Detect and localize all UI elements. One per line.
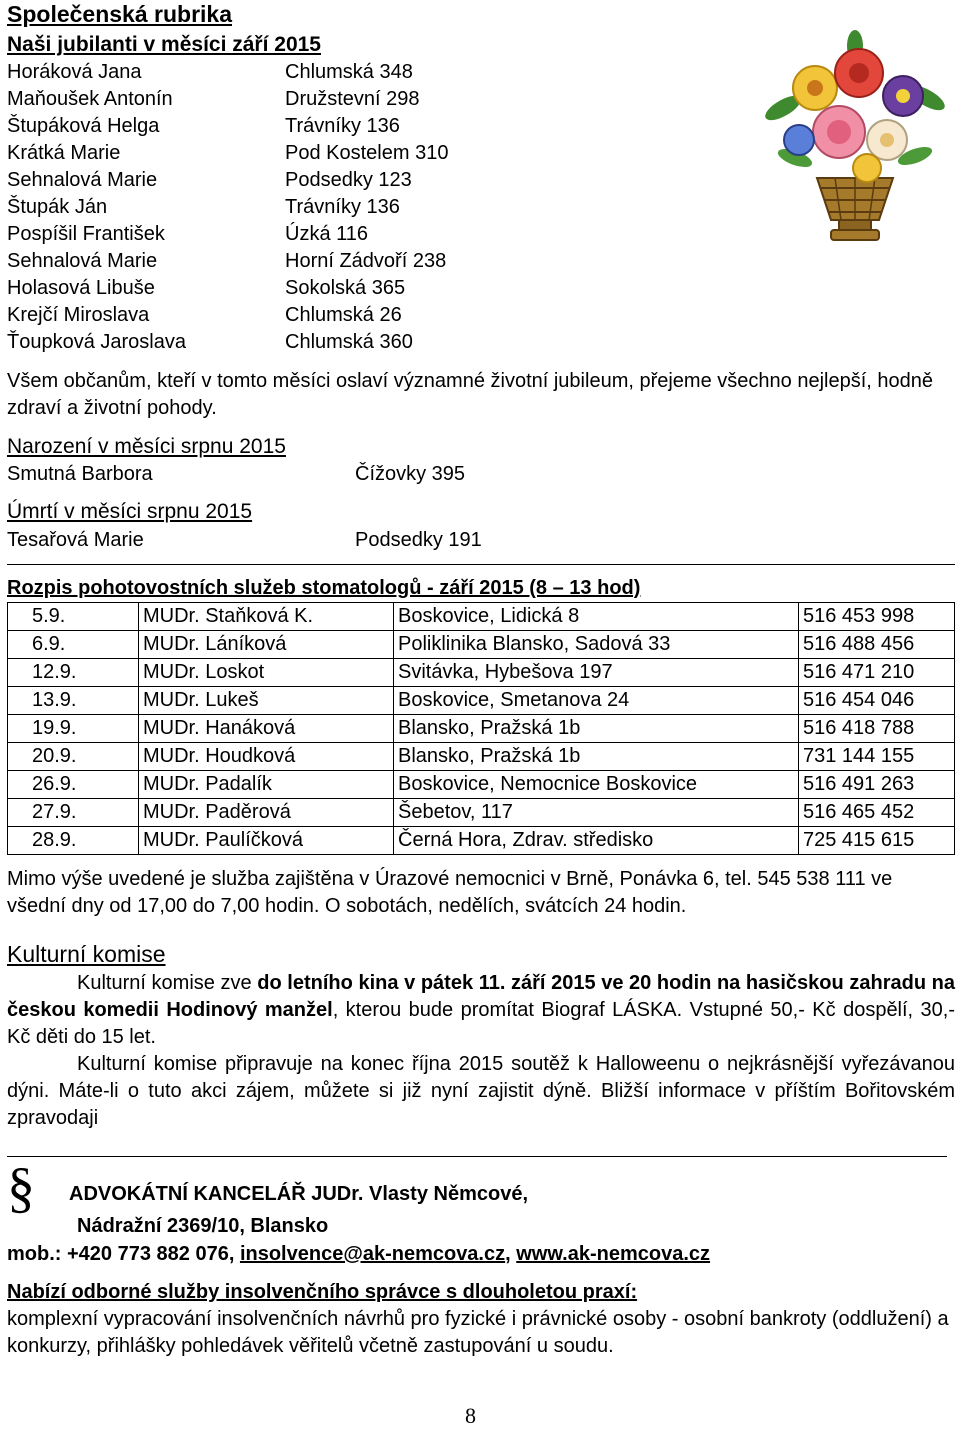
phone-cell: 516 454 046 [799,687,955,715]
section-heading: Společenská rubrika [7,1,232,27]
place-cell: Boskovice, Smetanova 24 [394,687,799,715]
doctor-cell: MUDr. Lukeš [139,687,394,715]
page-number: 8 [465,1403,476,1428]
date-cell: 6.9. [8,631,139,659]
culture-paragraph-1 [7,970,955,1051]
jubilant-address: Pod Kostelem 310 [285,142,449,164]
place-cell: Boskovice, Lidická 8 [394,603,799,631]
emergency-note: Mimo výše uvedené je služba zajištěna v Úrazové nemocnici v Brně, Ponávka 6, tel. 545 538 111 ve všední dny od 17,00 do 7,00 hodin. O sobotách, nedělích, svátcích 24 hodin. [7,868,893,917]
jubilant-address: Chlumská 360 [285,331,413,353]
jubilant-address: Trávníky 136 [285,115,400,137]
jubilant-name: Štupáková Helga [7,115,160,137]
culture-paragraph-2: Kulturní komise připravuje na konec října 2015 soutěž k Halloweenu o nejkrásnější vyřezávanou dýni. Máte-li o tuto akci zájem, můžete si již nyní zajistit dýně. Bližší informace v příštím Bořitovském zpravodaji [7,1053,955,1129]
place-cell: Poliklinika Blansko, Sadová 33 [394,631,799,659]
births-title-text: Narození v měsíci srpnu 2015 [7,435,286,458]
ad-address: Nádražní 2369/10, Blansko [77,1215,329,1237]
date-cell: 19.9. [8,715,139,743]
ad-divider [7,1156,947,1157]
ad-mobile: mob.: +420 773 882 076, [7,1243,240,1265]
culture-p1-rest: , kterou bude promítat Biograf LÁSKA. Vstupné 50,- Kč dospělí, 30,- Kč děti do 15 let. [7,999,956,1048]
date-cell: 27.9. [8,799,139,827]
table-row [8,659,955,687]
ad-offer-text: komplexní vypracování insolvenčních návrhů pro fyzické i právnické osoby - osobní bankroty (oddlužení) a konkurzy, přihlášky pohledávek věřitelů včetně zastupování u soudu. [7,1308,949,1357]
deaths-title [7,498,252,525]
doctor-cell: MUDr. Staňková K. [139,603,394,631]
place-cell: Černá Hora, Zdrav. středisko [394,827,799,855]
table-row [8,743,955,771]
phone-cell: 516 453 998 [799,603,955,631]
birth-name: Smutná Barbora [7,463,153,485]
jubilant-name: Maňoušek Antonín [7,88,173,110]
date-cell: 26.9. [8,771,139,799]
place-cell: Boskovice, Nemocnice Boskovice [394,771,799,799]
doctor-cell: MUDr. Paulíčková [139,827,394,855]
phone-cell: 516 418 788 [799,715,955,743]
phone-cell: 516 465 452 [799,799,955,827]
ad-separator: , [505,1243,517,1265]
culture-title [7,940,166,968]
phone-cell: 731 144 155 [799,743,955,771]
ad-contact-line [7,1241,710,1268]
table-row [8,799,955,827]
phone-cell: 516 488 456 [799,631,955,659]
jubilant-address: Chlumská 26 [285,304,402,326]
doctor-cell: MUDr. Padalík [139,771,394,799]
culture-p1-intro: Kulturní komise zve [77,972,258,994]
jubilant-address: Trávníky 136 [285,196,400,218]
jubilant-address: Chlumská 348 [285,61,413,83]
place-cell: Šebetov, 117 [394,799,799,827]
place-cell: Blansko, Pražská 1b [394,743,799,771]
ad-office-name: ADVOKÁTNÍ KANCELÁŘ JUDr. Vlasty Němcové, [69,1183,528,1205]
jubilant-name: Krejčí Miroslava [7,304,150,326]
flower-basket-illustration [755,28,955,248]
jubilants-title: Naši jubilanti v měsíci září 2015 [7,33,321,56]
ad-offer-title: Nabízí odborné služby insolvenčního správce s dlouholetou praxí: [7,1281,638,1303]
jubilant-address: Horní Zádvoří 238 [285,250,447,272]
basket-icon [817,178,893,240]
deaths-title-text: Úmrtí v měsíci srpnu 2015 [7,500,253,523]
date-cell: 28.9. [8,827,139,855]
jubilant-name: Sehnalová Marie [7,169,158,191]
jubilee-wish-text: Všem občanům, kteří v tomto měsíci oslaví významné životní jubileum, přejeme všechno nejlepší, hodně zdraví a životní pohody. [7,370,933,419]
jubilant-name: Sehnalová Marie [7,250,158,272]
date-cell: 5.9. [8,603,139,631]
table-row [8,715,955,743]
birth-address: Čížovky 395 [355,463,466,485]
table-row [8,603,955,631]
phone-cell: 516 491 263 [799,771,955,799]
table-row [8,771,955,799]
paragraph-sign-icon: § [7,1157,35,1219]
jubilant-name: Štupák Ján [7,196,108,218]
date-cell: 13.9. [8,687,139,715]
doctor-cell: MUDr. Hanáková [139,715,394,743]
dentists-title: Rozpis pohotovostních služeb stomatologů - září 2015 (8 – 13 hod) [7,577,641,599]
culture-p1-event: do letního kina v pátek 11. září 2015 ve 20 hodin na hasičskou zahradu na českou komedii Hodinový manžel [7,972,955,1021]
culture-title-text: Kulturní komise [7,941,166,967]
doctor-cell: MUDr. Loskot [139,659,394,687]
death-address: Podsedky 191 [355,529,482,551]
jubilant-name: Holasová Libuše [7,277,155,299]
doctor-cell: MUDr. Paděrová [139,799,394,827]
death-name: Tesařová Marie [7,529,144,551]
jubilant-name: Krátká Marie [7,142,121,164]
doctor-cell: MUDr. Láníková [139,631,394,659]
jubilant-name: Horáková Jana [7,61,142,83]
table-row [8,687,955,715]
jubilant-address: Podsedky 123 [285,169,412,191]
jubilant-address: Sokolská 365 [285,277,406,299]
date-cell: 20.9. [8,743,139,771]
jubilant-name: Pospíšil František [7,223,165,245]
phone-cell: 725 415 615 [799,827,955,855]
ad-email-link[interactable]: insolvence@ak-nemcova.cz [239,1243,506,1265]
place-cell: Blansko, Pražská 1b [394,715,799,743]
births-title [7,433,286,460]
dentist-schedule-table [7,602,955,855]
doctor-cell: MUDr. Houdková [139,743,394,771]
date-cell: 12.9. [8,659,139,687]
jubilant-address: Družstevní 298 [285,88,420,110]
ad-web-link[interactable]: www.ak-nemcova.cz [516,1243,711,1265]
table-row [8,827,955,855]
jubilant-name: Ťoupková Jaroslava [7,331,186,353]
place-cell: Svitávka, Hybešova 197 [394,659,799,687]
jubilant-address: Úzká 116 [285,223,369,245]
table-row [8,631,955,659]
divider [7,564,955,565]
phone-cell: 516 471 210 [799,659,955,687]
